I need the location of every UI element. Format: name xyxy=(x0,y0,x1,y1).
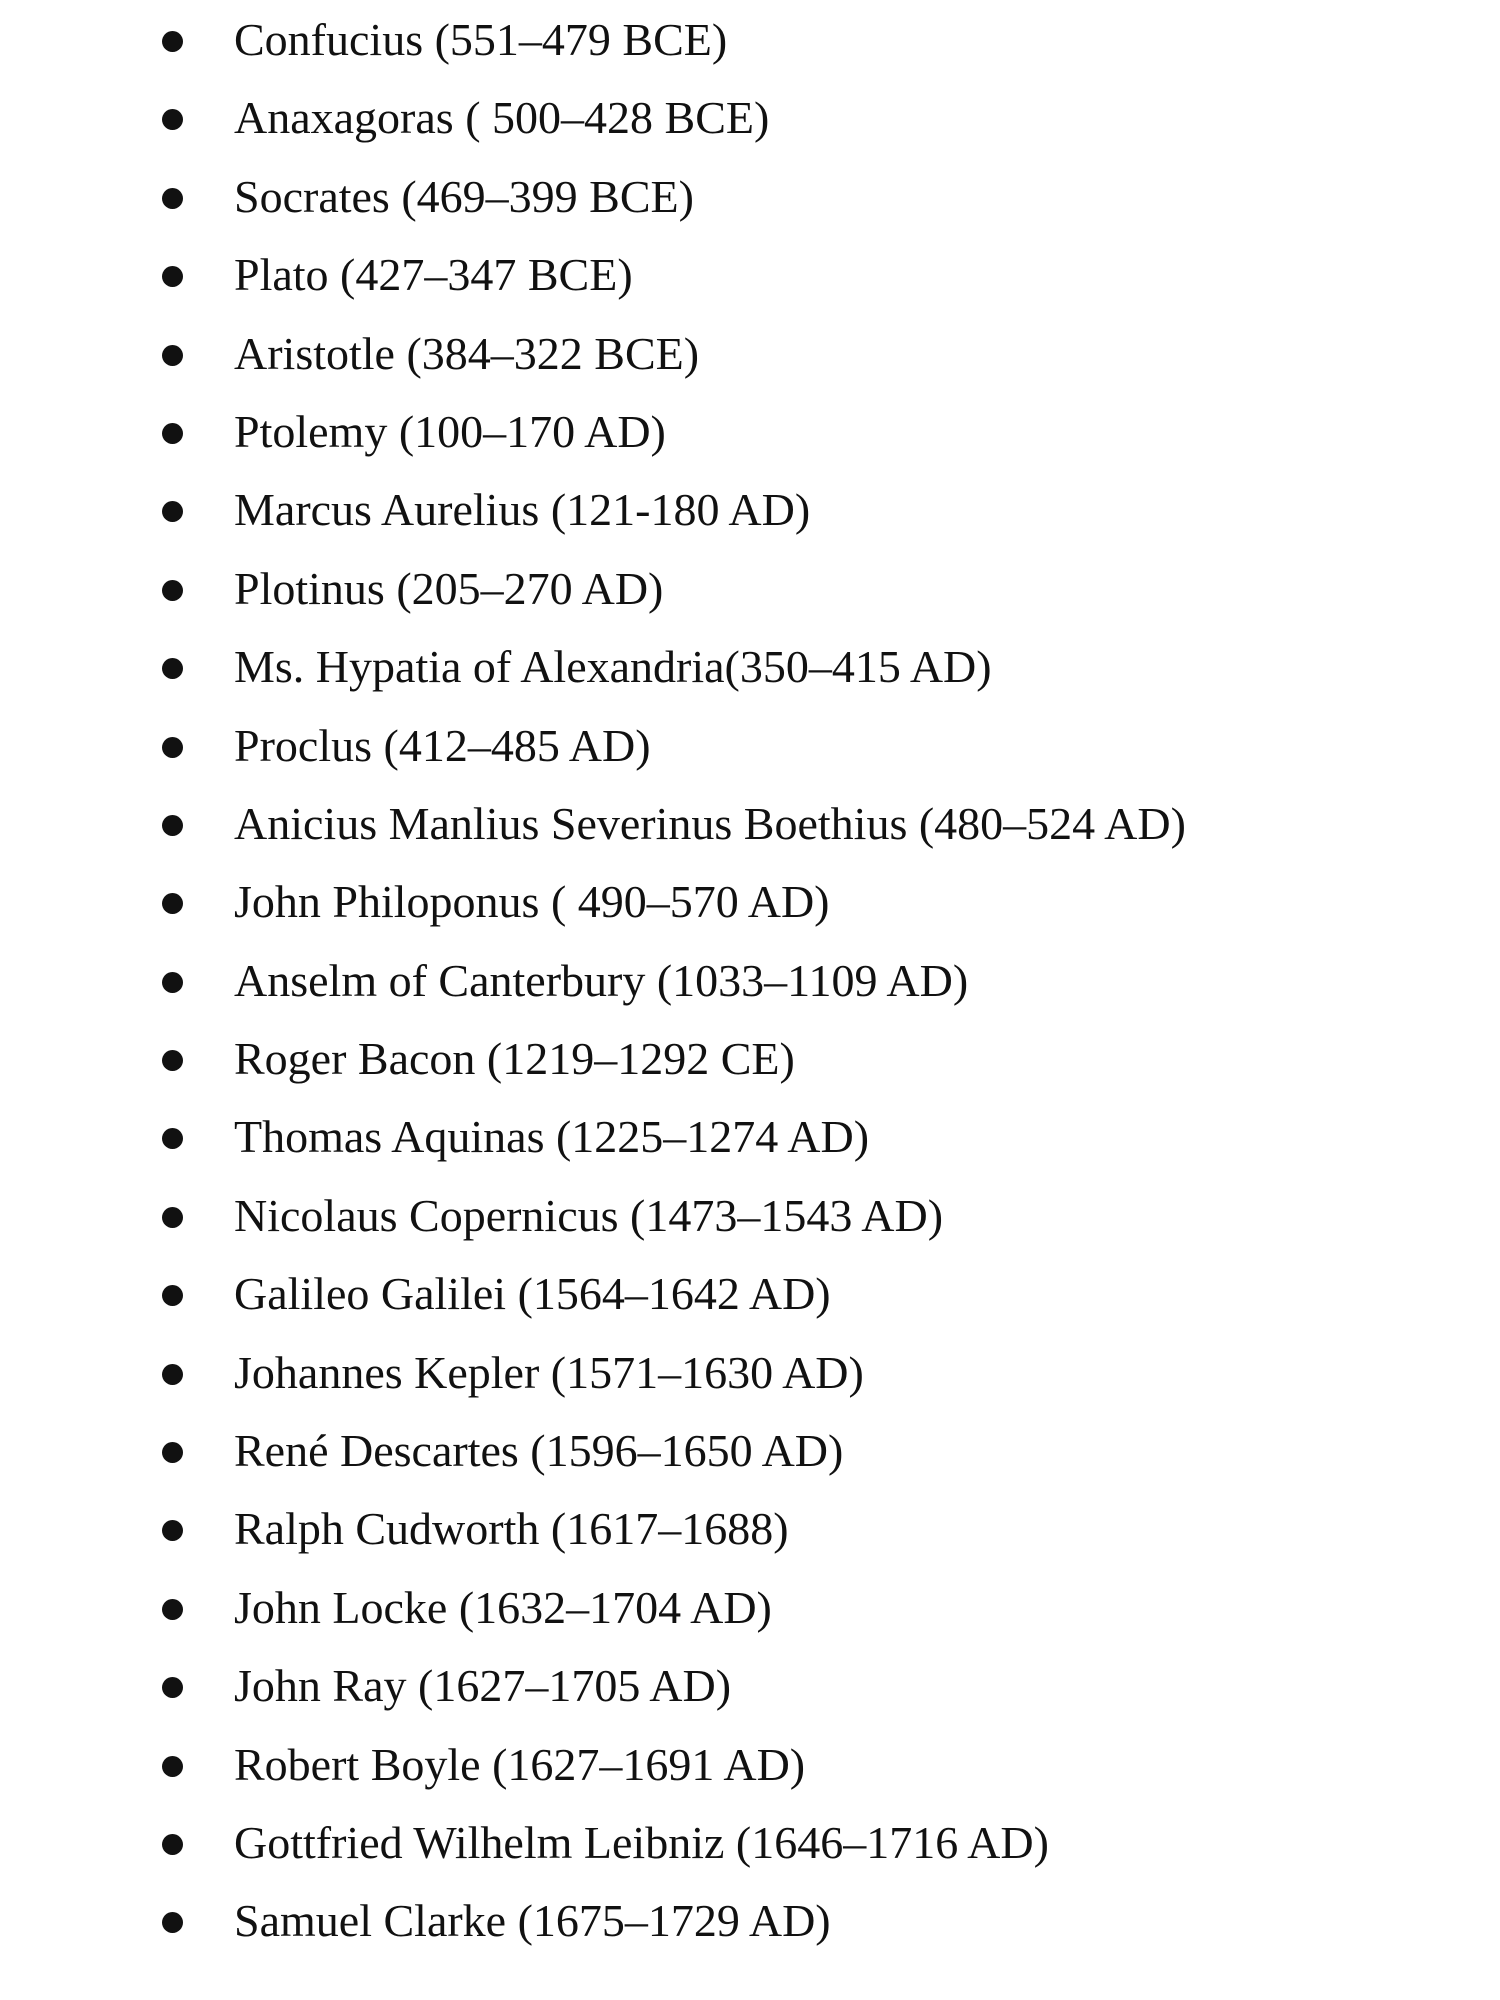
list-item xyxy=(150,12,1350,90)
bullet-icon xyxy=(162,1599,183,1620)
bullet-icon xyxy=(162,1128,183,1149)
bullet-icon xyxy=(162,972,183,993)
list-item xyxy=(150,90,1350,168)
bullet-icon xyxy=(162,188,183,209)
list-item-text: Robert Boyle (1627–1691 AD) xyxy=(234,1738,806,1790)
bullet-icon xyxy=(162,658,183,679)
bullet-icon xyxy=(162,1912,183,1933)
list-item-text: Samuel Clarke (1675–1729 AD) xyxy=(234,1895,831,1947)
bullet-icon xyxy=(162,1834,183,1855)
list-item-text: Aristotle (384–322 BCE) xyxy=(234,327,700,379)
list-item-text: Ptolemy (100–170 AD) xyxy=(234,405,666,457)
bullet-icon xyxy=(162,1442,183,1463)
list-item-text: Plotinus (205–270 AD) xyxy=(234,562,664,614)
bullet-icon xyxy=(162,1050,183,1071)
list-item xyxy=(150,1501,1350,1579)
list-item-text: Anselm of Canterbury (1033–1109 AD) xyxy=(234,954,969,1006)
list-item xyxy=(150,874,1350,952)
list-item-text: Johannes Kepler (1571–1630 AD) xyxy=(234,1346,864,1398)
philosopher-list xyxy=(150,12,1350,1972)
list-item xyxy=(150,1109,1350,1187)
list-item xyxy=(150,169,1350,247)
list-item xyxy=(150,1815,1350,1893)
list-item xyxy=(150,1031,1350,1109)
list-item-text: Anicius Manlius Severinus Boethius (480–524 AD) xyxy=(234,797,1186,849)
list-item-text: Socrates (469–399 BCE) xyxy=(234,170,694,222)
list-item-text: Plato (427–347 BCE) xyxy=(234,249,633,301)
bullet-icon xyxy=(162,1520,183,1541)
list-item xyxy=(150,796,1350,874)
list-item xyxy=(150,1893,1350,1971)
bullet-icon xyxy=(162,1364,183,1385)
list-item-text: Ms. Hypatia of Alexandria(350–415 AD) xyxy=(234,641,992,693)
list-item xyxy=(150,639,1350,717)
bullet-icon xyxy=(162,345,183,366)
bullet-icon xyxy=(162,580,183,601)
bullet-icon xyxy=(162,1207,183,1228)
bullet-icon xyxy=(162,737,183,758)
list-item-text: Nicolaus Copernicus (1473–1543 AD) xyxy=(234,1189,944,1241)
bullet-icon xyxy=(162,501,183,522)
list-item xyxy=(150,953,1350,1031)
list-item-text: Confucius (551–479 BCE) xyxy=(234,14,728,65)
list-item xyxy=(150,326,1350,404)
list-item-text: Ralph Cudworth (1617–1688) xyxy=(234,1503,789,1555)
list-item xyxy=(150,404,1350,482)
list-item xyxy=(150,1580,1350,1658)
list-item-text: John Locke (1632–1704 AD) xyxy=(234,1581,772,1633)
list-item-text: Roger Bacon (1219–1292 CE) xyxy=(234,1033,795,1085)
list-item xyxy=(150,718,1350,796)
bullet-icon xyxy=(162,1285,183,1306)
list-item xyxy=(150,1423,1350,1501)
bullet-icon xyxy=(162,31,183,52)
list-item xyxy=(150,561,1350,639)
bullet-icon xyxy=(162,423,183,444)
list-item xyxy=(150,1737,1350,1815)
list-item-text: Anaxagoras ( 500–428 BCE) xyxy=(234,92,770,144)
list-item-text: John Ray (1627–1705 AD) xyxy=(234,1660,732,1712)
list-item xyxy=(150,1266,1350,1344)
bullet-icon xyxy=(162,1756,183,1777)
bullet-icon xyxy=(162,815,183,836)
list-item xyxy=(150,1658,1350,1736)
list-item xyxy=(150,247,1350,325)
list-item xyxy=(150,482,1350,560)
list-item xyxy=(150,1188,1350,1266)
list-item-text: Marcus Aurelius (121-180 AD) xyxy=(234,484,811,536)
list-item-text: Thomas Aquinas (1225–1274 AD) xyxy=(234,1111,870,1163)
bullet-icon xyxy=(162,1677,183,1698)
bullet-icon xyxy=(162,266,183,287)
list-item-text: John Philoponus ( 490–570 AD) xyxy=(234,876,830,928)
bullet-icon xyxy=(162,109,183,130)
list-item-text: Galileo Galilei (1564–1642 AD) xyxy=(234,1268,831,1320)
list-item-text: René Descartes (1596–1650 AD) xyxy=(234,1425,844,1477)
list-item-text: Gottfried Wilhelm Leibniz (1646–1716 AD) xyxy=(234,1816,1049,1868)
list-item xyxy=(150,1345,1350,1423)
list-item-text: Proclus (412–485 AD) xyxy=(234,719,651,771)
bullet-icon xyxy=(162,893,183,914)
